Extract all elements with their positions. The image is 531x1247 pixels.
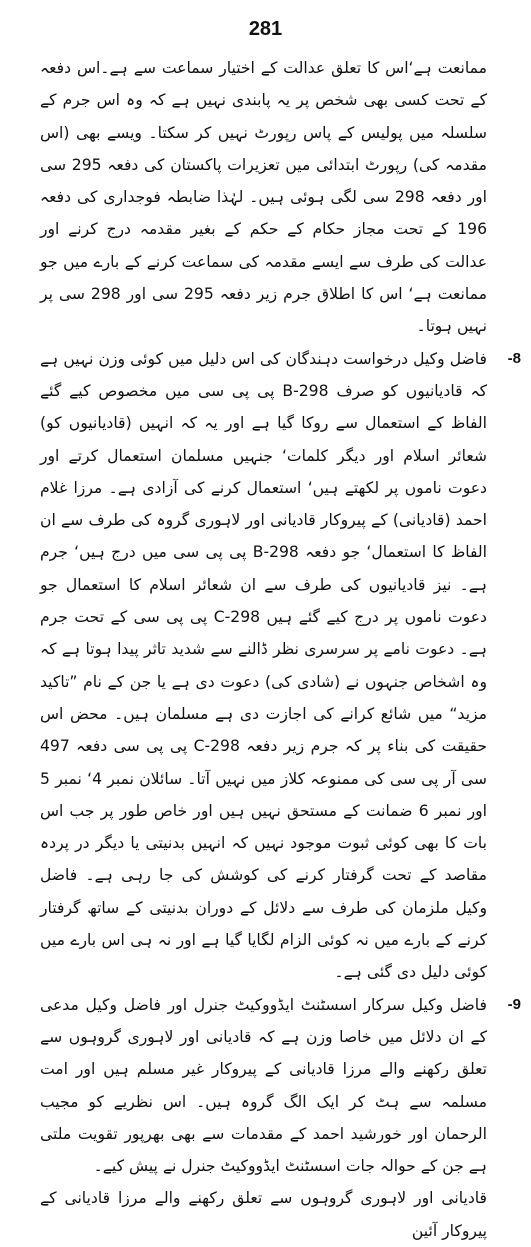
paragraph [40, 343, 521, 989]
page-number: 281 [248, 18, 283, 40]
paragraph-text: قادیانی اور لاہوری گروہوں سے تعلق رکھنے والے مرزا قادیانی کے پیروکار آئین [40, 1189, 487, 1240]
paragraph-text: فاضل وکیل درخواست دہندگان کی اس دلیل میں کوئی وزن نہیں ہے کہ قادیانیوں کو صرف 298-B پی پی سی میں مخصوص کیے گئے الفاظ کے استعمال سے روکا گیا ہے اور یہ کہ انہیں (قادیانیوں کو) شعائر اسلام اور دیگر کلمات‘ جنہیں مسلمان استعمال کرتے اور دعوت ناموں پر لکھتے ہیں‘ استعمال کرنے کی آزادی ہے۔ مرزا غلام احمد (قادیانی) کے پیروکار قادیانی اور لاہوری گروہ کی طرف سے ان الفاظ کا استعمال‘ جو دفعہ 298-B پی پی سی میں درج ہیں‘ جرم ہے۔ نیز قادیانیوں کی طرف سے ان شعائر اسلام کا استعمال جو دعوت ناموں پر درج کیے گئے ہیں 298-C پی پی سی کے تحت جرم ہے۔ دعوت نامے پر سرسری نظر ڈالنے سے شدید تاثر پیدا ہوتا ہے کہ وہ اشخاص جنہوں نے (شادی کی) دعوت دی ہے یا جن کے نام ”تاکید مزید“ میں شائع کرانے کی اجازت دی ہے مسلمان ہیں۔ محض اس حقیقت کی بناء پر کہ جرم زیر دفعہ 298-C پی پی سی دفعہ 497 سی آر پی سی کی ممنوعہ کلاز میں نہیں آتا۔ سائلان نمبر 4‘ نمبر 5 اور نمبر 6 ضمانت کے مستحق نہیں ہیں اور خاص طور پر جب اس بات کا بھی کوئی ثبوت موجود نہیں کہ انہیں بدنیتی یا دیگر در پردہ مقاصد کے تحت گرفتار کرنے کی کوشش کی جا رہی ہے۔ فاضل وکیل ملزمان کی طرف سے دلائل کے دوران بدنیتی کے ساتھ گرفتار کرنے کے بارے میں نہ کوئی الزام لگایا گیا ہے اور نہ ہی اس بارے میں کوئی دلیل دی گئی ہے۔ [40, 349, 488, 982]
paragraph-text: فاضل وکیل سرکار اسسٹنٹ ایڈووکیٹ جنرل اور فاضل وکیل مدعی کے ان دلائل میں خاصا وزن ہے کہ قادیانی اور لاہوری گروہوں سے تعلق رکھنے والے مرزا قادیانی کے پیروکار غیر مسلم ہیں اور امت مسلمہ سے ہٹ کر ایک الگ گروہ ہیں۔ اس نظریے کو مجیب الرحمان اور خورشید احمد کے مقدمات سے بھی بھرپور تقویت ملتی ہے جن کے حوالہ جات اسسٹنٹ ایڈووکیٹ جنرل نے پیش کیے۔ [40, 995, 487, 1176]
paragraph [40, 1182, 487, 1247]
paragraph-number: -8 [507, 349, 521, 367]
paragraph-text: ممانعت ہے‘اس کا تعلق عدالت کے اختیار سماعت سے ہے۔اس دفعہ کے تحت کسی بھی شخص پر یہ پابندی نہیں ہے کہ وہ اس جرم کے سلسلہ میں پولیس کے پاس رپورٹ نہیں کر سکتا۔ ویسے بھی (اس مقدمہ کی) رپورٹ ابتدائی میں تعزیرات پاکستان کی دفعہ 295 سی اور دفعہ 298 سی لگی ہوئی ہیں۔ لہٰذا ضابطہ فوجداری کی دفعہ 196 کے تحت مجاز حکام کے حکم کے بغیر مقدمہ درج کرنے اور عدالت کی طرف سے ایسے مقدمہ کی سماعت کرنے کے بارے میں جو ممانعت ہے‘ اس کا اطلاق جرم زیر دفعہ 295 سی اور 298 سی پر نہیں ہوتا۔ [40, 59, 488, 336]
paragraph [40, 52, 487, 343]
paragraph-number: -9 [507, 995, 521, 1013]
body-text [40, 52, 521, 1247]
paragraph [40, 989, 521, 1183]
